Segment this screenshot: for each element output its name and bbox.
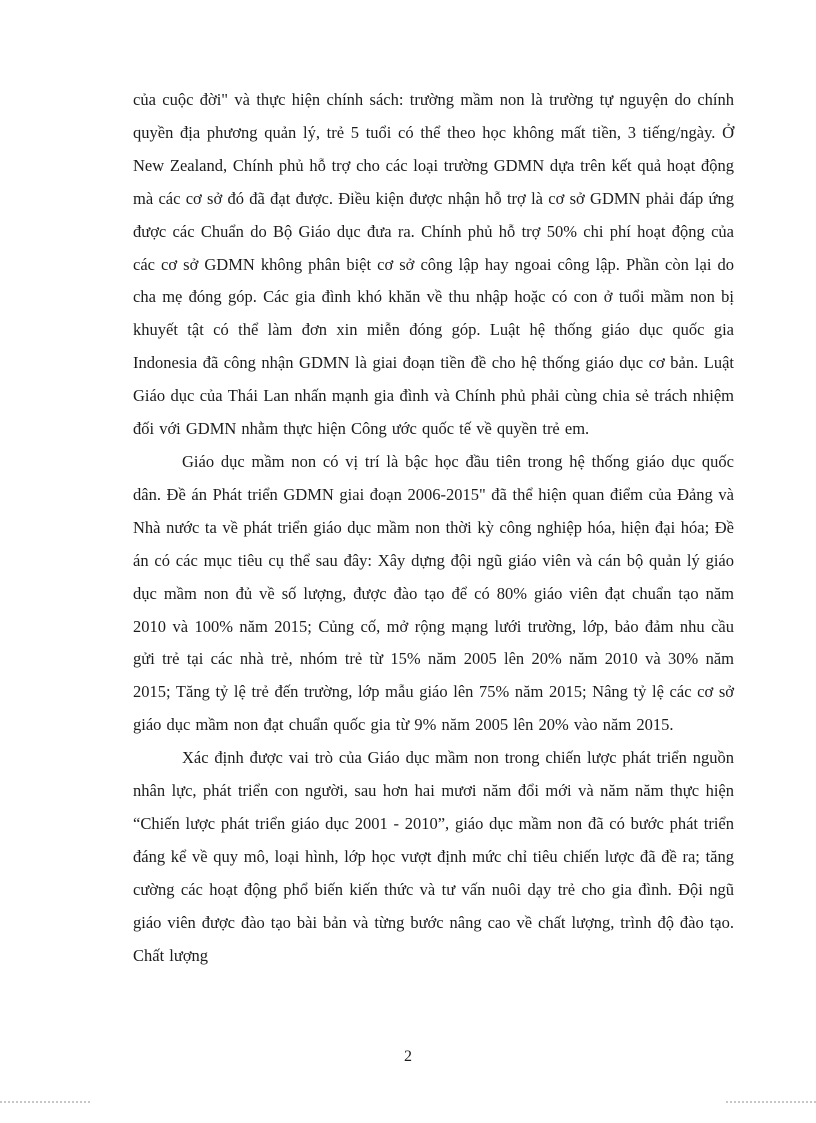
- page-edge-dots-left: [0, 1101, 90, 1103]
- paragraph: Xác định được vai trò của Giáo dục mầm non trong chiến lược phát triển nguồn nhân lực, phát triển con người, sau hơn hai mươi năm đổi mới và năm năm thực hiện “Chiến lược phát triển giáo dục 2001 - 2010”, giáo dục mầm non đã có bước phát triển đáng kể về quy mô, loại hình, lớp học vượt định mức chỉ tiêu chiến lược đã đề ra; tăng cường các hoạt động phổ biến kiến thức và tư vấn nuôi dạy trẻ cho gia đình. Đội ngũ giáo viên được đào tạo bài bản và từng bước nâng cao về chất lượng, trình độ đào tạo. Chất lượng: [133, 748, 734, 965]
- page-body-text: [133, 84, 734, 972]
- paragraph: Giáo dục mầm non có vị trí là bậc học đầu tiên trong hệ thống giáo dục quốc dân. Đề án Phát triển GDMN giai đoạn 2006-2015" đã thể hiện quan điểm của Đảng và Nhà nước ta về phát triển giáo dục mầm non thời kỳ công nghiệp hóa, hiện đại hóa; Đề án có các mục tiêu cụ thể sau đây: Xây dựng đội ngũ giáo viên và cán bộ quản lý giáo dục mầm non đủ về số lượng, được đào tạo để có 80% giáo viên đạt chuẩn tạo năm 2010 và 100% năm 2015; Củng cố, mở rộng mạng lưới trường, lớp, bảo đảm nhu cầu gửi trẻ tại các nhà trẻ, nhóm trẻ từ 15% năm 2005 lên 20% năm 2010 và 30% năm 2015; Tăng tỷ lệ trẻ đến trường, lớp mẫu giáo lên 75% năm 2015; Nâng tỷ lệ các cơ sở giáo dục mầm non đạt chuẩn quốc gia từ 9% năm 2005 lên 20% vào năm 2015.: [133, 451, 734, 735]
- page-edge-dots-right: [726, 1101, 816, 1103]
- page-number: 2: [404, 1048, 412, 1065]
- paragraph: của cuộc đời" và thực hiện chính sách: trường mầm non là trường tự nguyện do chính quyền địa phương quản lý, trẻ 5 tuổi có thể theo học không mất tiền, 3 tiếng/ngày. Ở New Zealand, Chính phủ hỗ trợ cho các loại trường GDMN dựa trên kết quả hoạt động mà các cơ sở đó đã đạt được. Điều kiện được nhận hỗ trợ là cơ sở GDMN phải đáp ứng được các Chuẩn do Bộ Giáo dục đưa ra. Chính phủ hỗ trợ 50% chi phí hoạt động của các cơ sở GDMN không phân biệt cơ sở công lập hay ngoai công lập. Phần còn lại do cha mẹ đóng góp. Các gia đình khó khăn về thu nhập hoặc có con ở tuổi mầm non bị khuyết tật có thể làm đơn xin miễn đóng góp. Luật hệ thống giáo dục quốc gia Indonesia đã công nhận GDMN là giai đoạn tiền đề cho hệ thống giáo dục cơ bản. Luật Giáo dục của Thái Lan nhấn mạnh gia đình và Chính phủ phải cùng chia sẻ trách nhiệm đối với GDMN nhằm thực hiện Công ước quốc tế về quyền trẻ em.: [133, 90, 734, 439]
